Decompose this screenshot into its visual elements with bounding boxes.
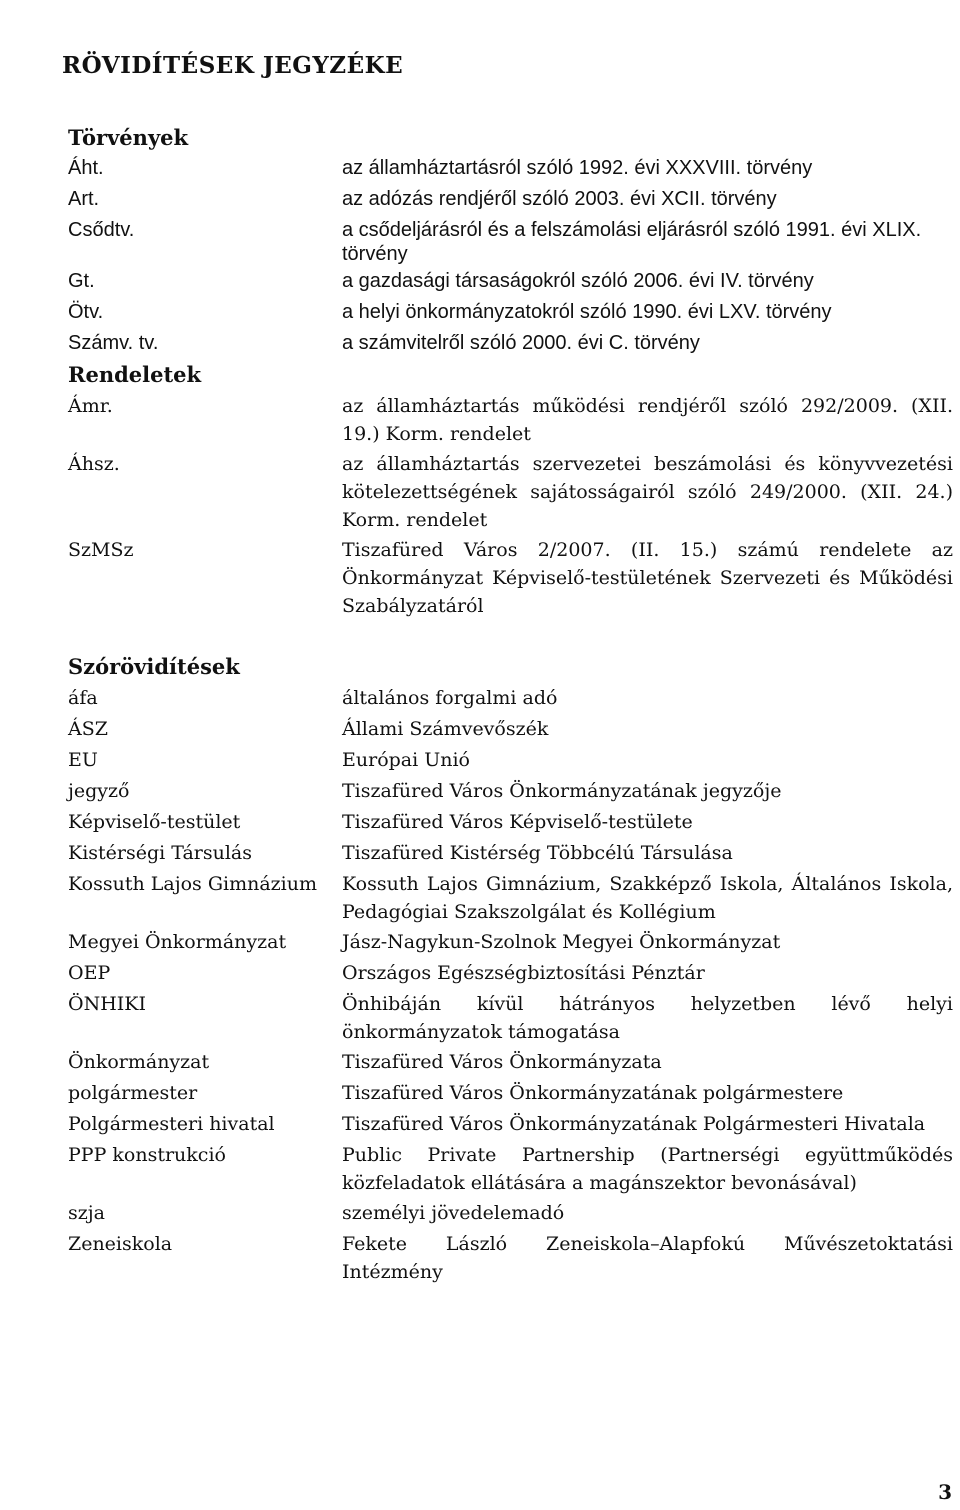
list-item [68, 713, 955, 744]
list-item [68, 266, 955, 297]
abbreviation-definition: az államháztartás szervezetei beszámolási és könyvvezetési kötelezettségének sajátosságairól szóló 249/2000. (XII. 24.) Korm. rendelet [342, 453, 953, 531]
list-item [68, 153, 955, 184]
abbreviation-definition: Kossuth Lajos Gimnázium, Szakképző Iskola, Általános Iskola, Pedagógiai Szakszolgálat és Kollégium [342, 873, 953, 923]
abbreviation-term: Áhsz. [68, 453, 120, 475]
abbreviation-definition: Európai Unió [342, 749, 470, 771]
abbreviation-definition: Tiszafüred Város Önkormányzatának Polgármesteri Hivatala [342, 1113, 926, 1135]
abbreviation-term: Gt. [68, 270, 95, 292]
section-spacer [68, 620, 955, 651]
abbreviation-definition: a helyi önkormányzatokról szóló 1990. évi LXV. törvény [342, 301, 832, 323]
abbreviation-definition: Önhibáján kívül hátrányos helyzetben lévő helyi önkormányzatok támogatása [342, 993, 953, 1043]
abbreviation-term: ÖNHIKI [68, 993, 146, 1015]
list-item [68, 682, 955, 713]
abbreviation-term: Ötv. [68, 301, 104, 323]
laws-list [68, 153, 955, 359]
abbreviation-definition: általános forgalmi adó [342, 687, 558, 709]
list-item [68, 868, 955, 926]
list-item [68, 837, 955, 868]
abbreviation-term: EU [68, 749, 98, 771]
words-list [68, 682, 955, 1286]
page-title: RÖVIDÍTÉSEK JEGYZÉKE [62, 52, 404, 79]
abbreviation-term: Art. [68, 188, 100, 210]
list-item [68, 184, 955, 215]
abbreviation-definition: az adózás rendjéről szóló 2003. évi XCII. törvény [342, 188, 777, 210]
abbreviation-term: jegyző [68, 780, 130, 802]
decrees-list [68, 390, 955, 620]
list-item [68, 1228, 955, 1286]
abbreviation-term: Csődtv. [68, 219, 135, 241]
list-item [68, 744, 955, 775]
list-item [68, 1077, 955, 1108]
list-item [68, 1046, 955, 1077]
abbreviation-term: SzMSz [68, 539, 134, 561]
abbreviation-definition: Fekete László Zeneiskola–Alapfokú Művészetoktatási Intézmény [342, 1233, 953, 1283]
abbreviation-term: ÁSZ [68, 718, 108, 740]
abbreviation-term: Polgármesteri hivatal [68, 1113, 275, 1135]
abbreviation-term: Kistérségi Társulás [68, 842, 253, 864]
abbreviation-list [68, 122, 955, 1286]
abbreviation-term: Ámr. [68, 395, 113, 417]
abbreviation-term: Kossuth Lajos Gimnázium [68, 873, 318, 895]
list-item [68, 1108, 955, 1139]
abbreviation-definition: Tiszafüred Kistérség Többcélú Társulása [342, 842, 733, 864]
abbreviation-definition: Tiszafüred Város Képviselő-testülete [342, 811, 693, 833]
abbreviation-definition: a csődeljárásról és a felszámolási eljárásról szóló 1991. évi XLIX. törvény [342, 219, 922, 265]
list-item [68, 775, 955, 806]
list-item [68, 957, 955, 988]
abbreviation-definition: az államháztartás működési rendjéről szóló 292/2009. (XII. 19.) Korm. rendelet [342, 395, 953, 445]
list-item [68, 448, 955, 534]
list-item [68, 806, 955, 837]
list-item [68, 1139, 955, 1197]
list-item [68, 390, 955, 448]
abbreviation-term: PPP konstrukció [68, 1144, 226, 1166]
abbreviation-term: szja [68, 1202, 105, 1224]
abbreviation-definition: a gazdasági társaságokról szóló 2006. évi IV. törvény [342, 270, 814, 292]
list-item [68, 215, 955, 266]
page-number: 3 [938, 1480, 952, 1504]
abbreviation-term: OEP [68, 962, 111, 984]
abbreviation-term: Áht. [68, 157, 104, 179]
abbreviation-definition: az államháztartásról szóló 1992. évi XXXVIII. törvény [342, 157, 813, 179]
abbreviation-definition: Tiszafüred Város Önkormányzatának jegyzője [342, 780, 782, 802]
abbreviation-term: áfa [68, 687, 98, 709]
abbreviation-definition: Állami Számvevőszék [342, 718, 549, 740]
section-heading-laws: Törvények [68, 125, 189, 150]
abbreviation-definition: Public Private Partnership (Partnerségi együttműködés közfeladatok ellátására a magánszektor bevonásával) [342, 1144, 953, 1194]
abbreviation-definition: Országos Egészségbiztosítási Pénztár [342, 962, 705, 984]
abbreviation-term: Zeneiskola [68, 1233, 173, 1255]
list-item [68, 988, 955, 1046]
list-item [68, 328, 955, 359]
abbreviation-definition: Tiszafüred Város Önkormányzatának polgármestere [342, 1082, 844, 1104]
abbreviation-term: Számv. tv. [68, 332, 159, 354]
abbreviation-term: Megyei Önkormányzat [68, 931, 287, 953]
abbreviation-term: polgármester [68, 1082, 198, 1104]
abbreviation-term: Önkormányzat [68, 1051, 210, 1073]
section-heading-words: Szórövidítések [68, 654, 240, 679]
list-item [68, 297, 955, 328]
abbreviation-definition: személyi jövedelemadó [342, 1202, 565, 1224]
section-heading-decrees: Rendeletek [68, 362, 202, 387]
list-item [68, 534, 955, 620]
abbreviation-definition: a számvitelről szóló 2000. évi C. törvény [342, 332, 700, 354]
abbreviation-definition: Tiszafüred Város 2/2007. (II. 15.) számú rendelete az Önkormányzat Képviselő-testületének Szervezeti és Működési Szabályzatáról [342, 539, 953, 617]
list-item [68, 1197, 955, 1228]
list-item [68, 926, 955, 957]
abbreviation-definition: Tiszafüred Város Önkormányzata [342, 1051, 662, 1073]
abbreviation-definition: Jász-Nagykun-Szolnok Megyei Önkormányzat [342, 931, 781, 953]
abbreviation-term: Képviselő-testület [68, 811, 241, 833]
